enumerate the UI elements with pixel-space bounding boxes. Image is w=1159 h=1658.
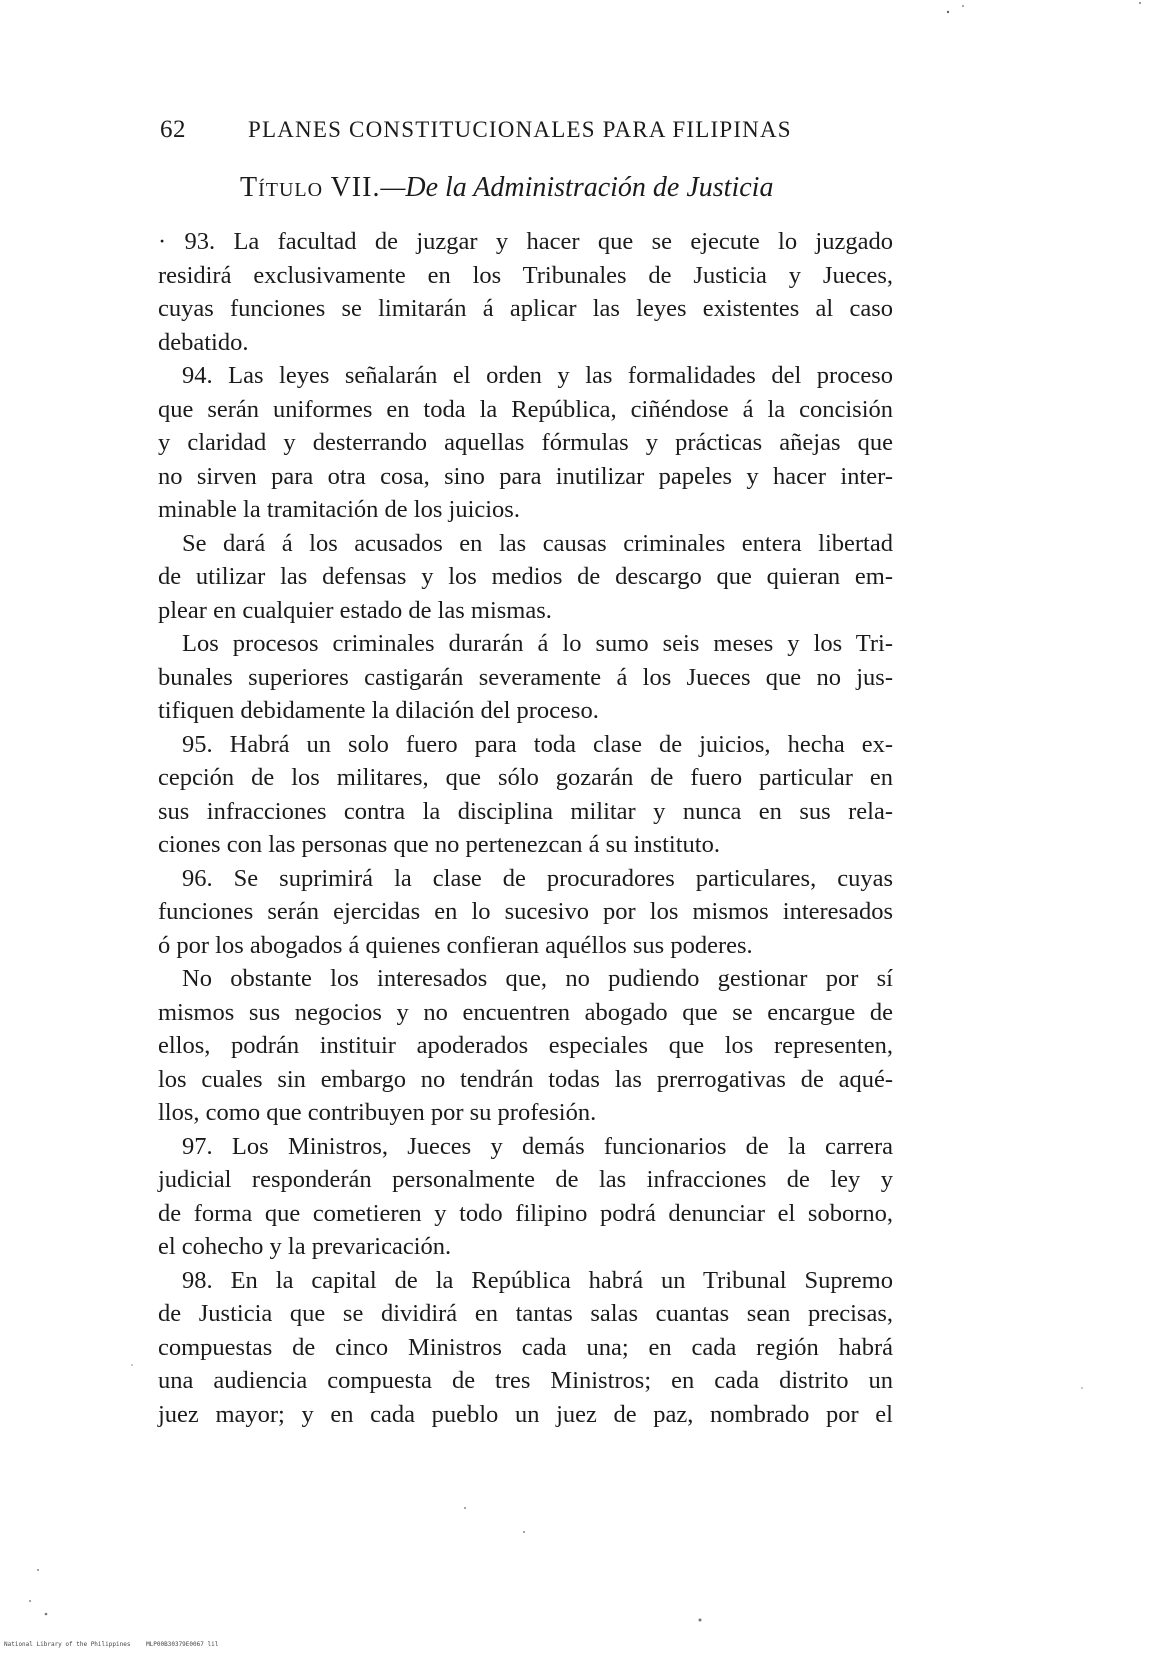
text-line: Los procesos criminales durarán á lo sumo seis meses y los Tri- xyxy=(182,630,893,657)
text-line: plear en cualquier estado de las mismas. xyxy=(158,596,552,624)
text-line: cepción de los militares, que sólo gozarán de fuero particular en xyxy=(158,764,893,791)
text-line: sus infracciones contra la disciplina militar y nunca en sus rela- xyxy=(158,797,893,825)
text-line: debatido. xyxy=(158,328,249,356)
text-line: compuestas de cinco Ministros cada una; en cada región habrá xyxy=(158,1333,893,1361)
text-line: ó por los abogados á quienes confieran aquéllos sus poderes. xyxy=(158,931,753,959)
text-line: residirá exclusivamente en los Tribunales de Justicia y Jueces, xyxy=(158,261,893,289)
text-line: Se dará á los acusados en las causas criminales entera libertad xyxy=(182,529,893,557)
text-line: No obstante los interesados que, no pudiendo gestionar por sí xyxy=(182,965,893,992)
text-line: 94. Las leyes señalarán el orden y las formalidades del proceso xyxy=(182,362,893,389)
text-line: minable la tramitación de los juicios. xyxy=(158,496,520,523)
text-line: el cohecho y la prevaricación. xyxy=(158,1233,452,1260)
text-line: juez mayor; y en cada pueblo un juez de paz, nombrado por el xyxy=(158,1400,893,1428)
section-title-rest: —De la Administración de Justicia xyxy=(380,172,774,203)
running-title: PLANES CONSTITUCIONALES PARA FILIPINAS xyxy=(248,117,792,142)
text-line: una audiencia compuesta de tres Ministros; en cada distrito un xyxy=(158,1367,893,1394)
text-line: llos, como que contribuyen por su profesión. xyxy=(158,1099,597,1126)
text-line: 96. Se suprimirá la clase de procuradores particulares, cuyas xyxy=(182,864,893,892)
text-line: de utilizar las defensas y los medios de descargo que quieran em- xyxy=(158,563,893,590)
text-line: los cuales sin embargo no tendrán todas las prerrogativas de aqué- xyxy=(158,1065,893,1093)
page-header xyxy=(160,116,880,144)
text-line: no sirven para otra cosa, sino para inutilizar papeles y hacer inter- xyxy=(158,462,893,490)
text-line: judicial responderán personalmente de las infracciones de ley y xyxy=(158,1166,893,1193)
text-line: bunales superiores castigarán severamente á los Jueces que no jus- xyxy=(158,663,893,691)
scan-footer xyxy=(4,1641,230,1648)
text-line: ciones con las personas que no pertenezcan á su instituto. xyxy=(158,831,720,858)
page-number: 62 xyxy=(160,116,186,143)
text-line: y claridad y desterrando aquellas fórmulas y prácticas añejas que xyxy=(158,429,893,456)
text-line: cuyas funciones se limitarán á aplicar las leyes existentes al caso xyxy=(158,295,893,322)
library-credit: National Library of the Philippines xyxy=(4,1641,131,1648)
text-line: 95. Habrá un solo fuero para toda clase de juicios, hecha ex- xyxy=(182,730,893,758)
section-title xyxy=(240,172,940,204)
text-line: de forma que cometieren y todo filipino podrá denunciar el soborno, xyxy=(158,1199,893,1227)
text-line: mismos sus negocios y no encuentren abogado que se encargue de xyxy=(158,998,893,1026)
text-line: de Justicia que se dividirá en tantas salas cuantas sean precisas, xyxy=(158,1300,893,1327)
text-line: funciones serán ejercidas en lo sucesivo por los mismos interesados xyxy=(158,898,893,925)
text-line: que serán uniformes en toda la República, ciñéndose á la concisión xyxy=(158,395,893,423)
text-line: tifiquen debidamente la dilación del proceso. xyxy=(158,697,599,724)
body-text xyxy=(158,225,893,1431)
section-title-lead: Título VII. xyxy=(240,172,381,203)
text-line: 97. Los Ministros, Jueces y demás funcionarios de la carrera xyxy=(182,1132,893,1160)
text-line: · 93. La facultad de juzgar y hacer que se ejecute lo juzgado xyxy=(158,228,893,255)
text-line: 98. En la capital de la República habrá un Tribunal Supremo xyxy=(182,1266,893,1294)
scan-code: MLP00B30379E0067 lil xyxy=(146,1641,219,1648)
text-line: ellos, podrán instituir apoderados especiales que los representen, xyxy=(158,1032,893,1059)
